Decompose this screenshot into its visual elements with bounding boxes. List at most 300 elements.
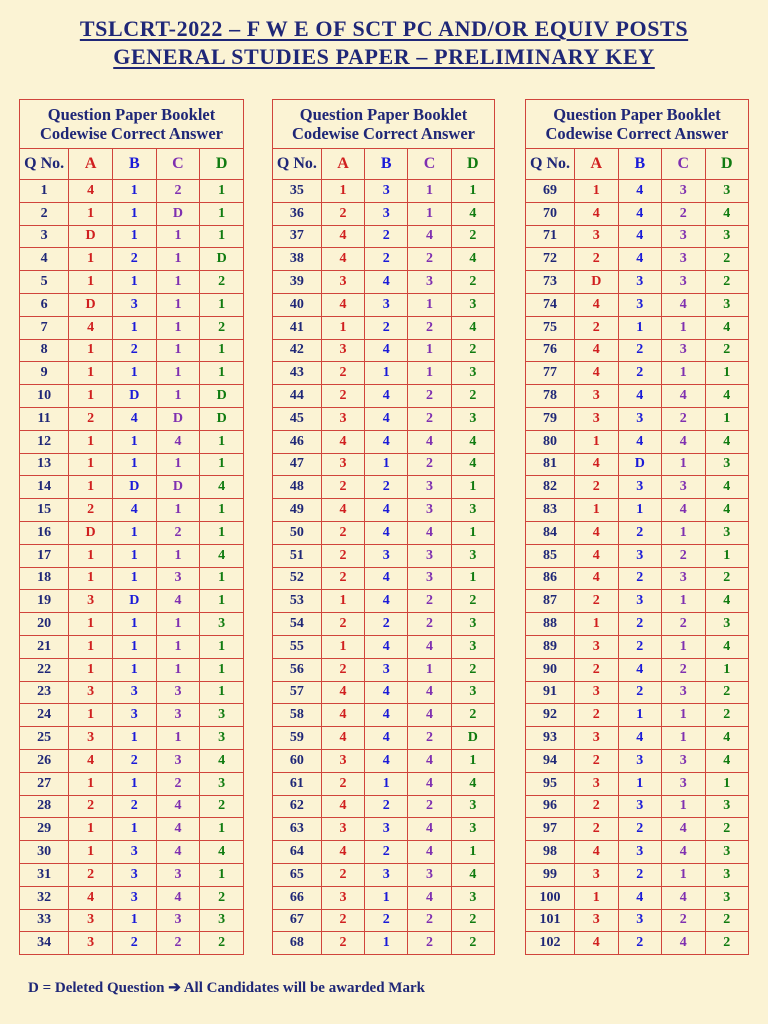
answer-b-cell: 1 <box>365 772 408 795</box>
answer-b-cell: 4 <box>618 180 661 203</box>
answer-b-cell: 2 <box>365 225 408 248</box>
table-row <box>273 499 495 522</box>
answer-b-cell: 3 <box>112 863 156 886</box>
page-title-line-1 <box>0 15 768 43</box>
question-number-cell: 64 <box>273 841 322 864</box>
answer-d-cell: 2 <box>451 704 494 727</box>
answer-b-cell: 4 <box>365 727 408 750</box>
table-row <box>20 362 244 385</box>
answer-c-cell: 4 <box>662 886 705 909</box>
question-number-cell: 71 <box>526 225 575 248</box>
answer-a-cell: 3 <box>321 407 364 430</box>
answer-c-cell: 2 <box>662 613 705 636</box>
column-header-answer-b: B <box>112 149 156 180</box>
answer-c-cell: 2 <box>408 795 451 818</box>
answer-c-cell: 3 <box>662 271 705 294</box>
answer-d-cell: 1 <box>451 567 494 590</box>
answer-c-cell: 1 <box>662 521 705 544</box>
question-number-cell: 90 <box>526 658 575 681</box>
question-number-cell: 68 <box>273 932 322 955</box>
table-row <box>526 499 749 522</box>
answer-a-cell: 1 <box>69 362 113 385</box>
answer-b-cell: 2 <box>112 749 156 772</box>
answer-a-cell: 1 <box>321 590 364 613</box>
answer-b-cell: 2 <box>112 932 156 955</box>
answer-d-cell: 3 <box>200 909 244 932</box>
answer-d-cell: 1 <box>200 499 244 522</box>
answer-c-cell: 4 <box>662 430 705 453</box>
answer-b-cell: 2 <box>618 681 661 704</box>
question-number-cell: 53 <box>273 590 322 613</box>
answer-c-cell: 1 <box>156 635 200 658</box>
question-number-cell: 63 <box>273 818 322 841</box>
table-row <box>526 567 749 590</box>
answer-a-cell: 4 <box>321 248 364 271</box>
answer-d-cell: 1 <box>200 293 244 316</box>
answer-d-cell: 2 <box>705 339 749 362</box>
answer-d-cell: 1 <box>200 567 244 590</box>
answer-a-cell: 1 <box>69 453 113 476</box>
answer-c-cell: 3 <box>662 339 705 362</box>
answer-a-cell: 2 <box>321 658 364 681</box>
answer-a-cell: 2 <box>321 476 364 499</box>
question-number-cell: 21 <box>20 635 69 658</box>
answer-c-cell: 3 <box>408 544 451 567</box>
answer-d-cell: 4 <box>200 476 244 499</box>
table-row <box>526 453 749 476</box>
answer-d-cell: 3 <box>705 841 749 864</box>
answer-b-cell: 3 <box>618 909 661 932</box>
answer-a-cell: 4 <box>69 316 113 339</box>
table-header-line-1: Question Paper Booklet <box>47 105 216 124</box>
question-number-cell: 25 <box>20 727 69 750</box>
question-number-cell: 65 <box>273 863 322 886</box>
answer-a-cell: 2 <box>321 521 364 544</box>
answer-a-cell: 4 <box>321 225 364 248</box>
table-row <box>526 225 749 248</box>
answer-d-cell: 4 <box>705 316 749 339</box>
answer-d-cell: 4 <box>451 863 494 886</box>
answer-c-cell: 4 <box>408 704 451 727</box>
answer-a-cell: 3 <box>321 818 364 841</box>
answer-b-cell: 4 <box>365 499 408 522</box>
answer-c-cell: 3 <box>156 749 200 772</box>
answer-c-cell: 4 <box>156 818 200 841</box>
answer-c-cell: 3 <box>662 749 705 772</box>
table-header-row <box>526 100 749 149</box>
table-row <box>20 886 244 909</box>
table-row <box>526 863 749 886</box>
answer-c-cell: 3 <box>408 567 451 590</box>
answer-a-cell: 3 <box>321 453 364 476</box>
table-row <box>273 385 495 408</box>
table-row <box>526 521 749 544</box>
answer-c-cell: 4 <box>662 293 705 316</box>
answer-d-cell: 3 <box>705 886 749 909</box>
table-header-line-1: Question Paper Booklet <box>299 105 468 124</box>
answer-d-cell: 1 <box>451 476 494 499</box>
table-row <box>273 613 495 636</box>
answer-b-cell: 1 <box>112 316 156 339</box>
answer-c-cell: 1 <box>408 658 451 681</box>
answer-d-cell: 1 <box>200 180 244 203</box>
answer-d-cell: 2 <box>705 248 749 271</box>
answer-b-cell: 3 <box>365 818 408 841</box>
answer-d-cell: 2 <box>200 886 244 909</box>
table-row <box>273 202 495 225</box>
answer-c-cell: 1 <box>662 590 705 613</box>
answer-b-cell: D <box>112 476 156 499</box>
table-row <box>273 271 495 294</box>
question-number-cell: 35 <box>273 180 322 203</box>
answer-c-cell: 1 <box>662 727 705 750</box>
table-row <box>273 407 495 430</box>
table-row <box>273 316 495 339</box>
answer-b-cell: 3 <box>618 795 661 818</box>
answer-d-cell: 1 <box>200 681 244 704</box>
answer-a-cell: 3 <box>575 863 618 886</box>
question-number-cell: 74 <box>526 293 575 316</box>
answer-a-cell: 4 <box>321 727 364 750</box>
answer-b-cell: D <box>112 385 156 408</box>
answer-d-cell: 2 <box>451 658 494 681</box>
answer-a-cell: 1 <box>69 772 113 795</box>
answer-c-cell: 1 <box>408 180 451 203</box>
answer-b-cell: 4 <box>365 681 408 704</box>
answer-a-cell: 4 <box>575 544 618 567</box>
answer-b-cell: 3 <box>365 180 408 203</box>
answer-b-cell: 4 <box>365 567 408 590</box>
answer-key-table-3 <box>525 99 749 955</box>
table-row <box>526 613 749 636</box>
answer-c-cell: 1 <box>662 635 705 658</box>
answer-c-cell: 1 <box>156 225 200 248</box>
answer-d-cell: 2 <box>705 681 749 704</box>
answer-b-cell: 1 <box>112 727 156 750</box>
answer-c-cell: 3 <box>662 180 705 203</box>
answer-a-cell: 2 <box>575 749 618 772</box>
answer-a-cell: 1 <box>321 316 364 339</box>
answer-d-cell: 1 <box>451 749 494 772</box>
column-header-answer-a: A <box>321 149 364 180</box>
question-number-cell: 13 <box>20 453 69 476</box>
answer-d-cell: 4 <box>200 749 244 772</box>
question-number-cell: 86 <box>526 567 575 590</box>
answer-d-cell: D <box>200 385 244 408</box>
question-number-cell: 16 <box>20 521 69 544</box>
answer-d-cell: 1 <box>705 407 749 430</box>
table-row <box>20 316 244 339</box>
answer-b-cell: 1 <box>618 704 661 727</box>
answer-b-cell: 2 <box>365 316 408 339</box>
answer-b-cell: 3 <box>365 202 408 225</box>
answer-c-cell: 1 <box>156 499 200 522</box>
answer-b-cell: 2 <box>618 635 661 658</box>
answer-b-cell: 1 <box>112 180 156 203</box>
answer-a-cell: 1 <box>69 202 113 225</box>
answer-d-cell: 1 <box>705 772 749 795</box>
answer-c-cell: 2 <box>408 590 451 613</box>
answer-c-cell: 1 <box>156 544 200 567</box>
table-row <box>526 544 749 567</box>
answer-a-cell: 1 <box>69 271 113 294</box>
question-number-cell: 29 <box>20 818 69 841</box>
answer-a-cell: 1 <box>575 886 618 909</box>
answer-b-cell: 4 <box>112 407 156 430</box>
answer-d-cell: 4 <box>705 749 749 772</box>
answer-c-cell: 2 <box>408 909 451 932</box>
answer-b-cell: 3 <box>618 841 661 864</box>
question-number-cell: 83 <box>526 499 575 522</box>
column-header-answer-b: B <box>365 149 408 180</box>
question-number-cell: 95 <box>526 772 575 795</box>
title-text-2: GENERAL STUDIES PAPER – PRELIMINARY KEY <box>113 44 655 69</box>
answer-c-cell: 4 <box>662 841 705 864</box>
question-number-cell: 82 <box>526 476 575 499</box>
answer-c-cell: 3 <box>156 567 200 590</box>
question-number-cell: 87 <box>526 590 575 613</box>
answer-c-cell: 1 <box>156 316 200 339</box>
answer-c-cell: 1 <box>408 293 451 316</box>
answer-b-cell: 2 <box>365 841 408 864</box>
answer-b-cell: 4 <box>618 385 661 408</box>
question-number-cell: 11 <box>20 407 69 430</box>
answer-c-cell: 3 <box>662 248 705 271</box>
table-row <box>20 544 244 567</box>
question-number-cell: 76 <box>526 339 575 362</box>
answer-d-cell: 2 <box>705 567 749 590</box>
answer-b-cell: 3 <box>365 293 408 316</box>
question-number-cell: 38 <box>273 248 322 271</box>
table-row <box>526 339 749 362</box>
answer-c-cell: 4 <box>408 430 451 453</box>
answer-b-cell: 3 <box>365 863 408 886</box>
answer-a-cell: 4 <box>575 932 618 955</box>
table-row <box>273 886 495 909</box>
answer-c-cell: 2 <box>408 248 451 271</box>
question-number-cell: 52 <box>273 567 322 590</box>
answer-b-cell: 2 <box>112 339 156 362</box>
table-row <box>20 476 244 499</box>
table-row <box>273 841 495 864</box>
answer-d-cell: 1 <box>451 521 494 544</box>
answer-c-cell: 4 <box>662 932 705 955</box>
question-number-cell: 33 <box>20 909 69 932</box>
answer-a-cell: 3 <box>575 407 618 430</box>
table-row <box>273 293 495 316</box>
question-number-cell: 99 <box>526 863 575 886</box>
answer-d-cell: 2 <box>705 818 749 841</box>
answer-a-cell: 4 <box>321 841 364 864</box>
answer-a-cell: 3 <box>69 681 113 704</box>
answer-b-cell: 2 <box>618 362 661 385</box>
question-number-cell: 2 <box>20 202 69 225</box>
answer-a-cell: 3 <box>321 886 364 909</box>
answer-a-cell: 4 <box>321 704 364 727</box>
answer-b-cell: 1 <box>112 772 156 795</box>
table-row <box>526 476 749 499</box>
table-row <box>273 590 495 613</box>
table-row <box>526 590 749 613</box>
answer-c-cell: 1 <box>662 795 705 818</box>
table-row <box>20 772 244 795</box>
answer-b-cell: 4 <box>618 202 661 225</box>
table-row <box>20 704 244 727</box>
answer-a-cell: 2 <box>575 248 618 271</box>
answer-d-cell: 1 <box>200 863 244 886</box>
answer-a-cell: 1 <box>69 818 113 841</box>
answer-b-cell: 1 <box>112 453 156 476</box>
answer-d-cell: 2 <box>705 271 749 294</box>
table-row <box>273 681 495 704</box>
question-number-cell: 97 <box>526 818 575 841</box>
question-number-cell: 32 <box>20 886 69 909</box>
question-number-cell: 37 <box>273 225 322 248</box>
table-row <box>273 704 495 727</box>
answer-b-cell: 4 <box>618 886 661 909</box>
answer-a-cell: 2 <box>575 316 618 339</box>
table-row <box>526 704 749 727</box>
answer-b-cell: 3 <box>112 841 156 864</box>
answer-c-cell: 1 <box>156 271 200 294</box>
answer-b-cell: 1 <box>112 362 156 385</box>
answer-b-cell: 2 <box>365 909 408 932</box>
answer-d-cell: 1 <box>200 453 244 476</box>
answer-b-cell: 3 <box>112 681 156 704</box>
answer-d-cell: 3 <box>705 180 749 203</box>
table-header-line-2: Codewise Correct Answer <box>40 124 223 143</box>
answer-a-cell: D <box>575 271 618 294</box>
answer-c-cell: 4 <box>408 225 451 248</box>
answer-b-cell: 4 <box>618 430 661 453</box>
table-header-row <box>273 100 495 149</box>
answer-a-cell: 1 <box>69 704 113 727</box>
answer-d-cell: 2 <box>705 932 749 955</box>
answer-d-cell: 2 <box>705 909 749 932</box>
answer-a-cell: 3 <box>321 339 364 362</box>
answer-c-cell: 1 <box>662 362 705 385</box>
answer-d-cell: D <box>200 248 244 271</box>
answer-d-cell: 2 <box>200 932 244 955</box>
answer-b-cell: 3 <box>618 407 661 430</box>
column-header-question-number: Q No. <box>526 149 575 180</box>
table-row <box>20 499 244 522</box>
answer-d-cell: 4 <box>451 772 494 795</box>
table-row <box>526 909 749 932</box>
answer-b-cell: 3 <box>365 544 408 567</box>
question-number-cell: 31 <box>20 863 69 886</box>
answer-a-cell: 4 <box>575 339 618 362</box>
answer-c-cell: 1 <box>156 362 200 385</box>
answer-c-cell: 3 <box>156 704 200 727</box>
answer-a-cell: 2 <box>575 658 618 681</box>
answer-d-cell: 4 <box>451 202 494 225</box>
answer-d-cell: 3 <box>451 886 494 909</box>
answer-c-cell: 3 <box>156 863 200 886</box>
answer-b-cell: 3 <box>365 658 408 681</box>
table-row <box>273 863 495 886</box>
answer-c-cell: 4 <box>156 795 200 818</box>
answer-c-cell: 1 <box>408 339 451 362</box>
question-number-cell: 7 <box>20 316 69 339</box>
table-row <box>20 521 244 544</box>
table-row <box>526 886 749 909</box>
answer-d-cell: 1 <box>200 430 244 453</box>
deleted-question-note: D = Deleted Question ➔ All Candidates will be awarded Mark <box>28 980 425 996</box>
answer-c-cell: 1 <box>662 453 705 476</box>
answer-b-cell: 4 <box>112 499 156 522</box>
question-number-cell: 40 <box>273 293 322 316</box>
table-row <box>20 180 244 203</box>
answer-b-cell: 4 <box>365 704 408 727</box>
answer-b-cell: 3 <box>618 749 661 772</box>
table-row <box>526 658 749 681</box>
answer-a-cell: 2 <box>575 818 618 841</box>
answer-d-cell: 3 <box>200 613 244 636</box>
answer-d-cell: 3 <box>451 499 494 522</box>
question-number-cell: 69 <box>526 180 575 203</box>
answer-b-cell: 3 <box>112 293 156 316</box>
question-number-cell: 23 <box>20 681 69 704</box>
question-number-cell: 46 <box>273 430 322 453</box>
answer-d-cell: 3 <box>705 453 749 476</box>
answer-a-cell: 4 <box>321 293 364 316</box>
answer-b-cell: 1 <box>112 202 156 225</box>
answer-d-cell: 2 <box>451 225 494 248</box>
answer-a-cell: 3 <box>69 909 113 932</box>
answer-b-cell: 1 <box>618 316 661 339</box>
question-number-cell: 10 <box>20 385 69 408</box>
answer-c-cell: 1 <box>156 658 200 681</box>
answer-b-cell: 4 <box>618 225 661 248</box>
answer-c-cell: 1 <box>408 362 451 385</box>
answer-d-cell: 4 <box>451 316 494 339</box>
table-header-line-1: Question Paper Booklet <box>553 105 721 124</box>
answer-b-cell: 4 <box>365 590 408 613</box>
question-number-cell: 26 <box>20 749 69 772</box>
question-number-cell: 34 <box>20 932 69 955</box>
question-number-cell: 85 <box>526 544 575 567</box>
question-number-cell: 72 <box>526 248 575 271</box>
answer-c-cell: 3 <box>662 225 705 248</box>
question-number-cell: 50 <box>273 521 322 544</box>
answer-d-cell: 4 <box>705 202 749 225</box>
answer-b-cell: 3 <box>618 544 661 567</box>
question-number-cell: 36 <box>273 202 322 225</box>
answer-b-cell: 2 <box>112 248 156 271</box>
answer-b-cell: D <box>112 590 156 613</box>
question-number-cell: 89 <box>526 635 575 658</box>
answer-d-cell: 3 <box>200 704 244 727</box>
answer-c-cell: 2 <box>408 407 451 430</box>
answer-d-cell: 2 <box>451 590 494 613</box>
answer-a-cell: 3 <box>69 932 113 955</box>
question-number-cell: 5 <box>20 271 69 294</box>
answer-a-cell: 4 <box>69 749 113 772</box>
answer-a-cell: 4 <box>575 202 618 225</box>
answer-b-cell: 1 <box>365 932 408 955</box>
answer-c-cell: 3 <box>662 476 705 499</box>
answer-c-cell: 2 <box>662 544 705 567</box>
answer-c-cell: D <box>156 202 200 225</box>
answer-a-cell: 3 <box>575 909 618 932</box>
page-title-line-2 <box>0 43 768 71</box>
table-row <box>526 932 749 955</box>
answer-d-cell: 4 <box>705 499 749 522</box>
answer-d-cell: 3 <box>705 293 749 316</box>
question-number-cell: 49 <box>273 499 322 522</box>
table-row <box>20 339 244 362</box>
